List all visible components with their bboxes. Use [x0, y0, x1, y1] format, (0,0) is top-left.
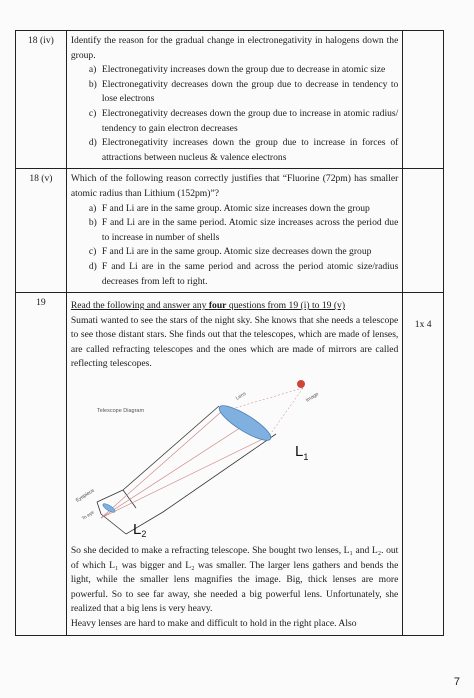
question-number: 18 (v) [16, 169, 67, 293]
case-paragraph-3: Heavy lenses are hard to make and difficult to hold in the right place. Also [70, 618, 357, 630]
case-paragraph-2: So she decided to make a refracting telescope. She bought two lenses, L₁ and L₂. out of which L₁ was bigger and L₂ was smaller. The larger lens gathers and bends the light, while the smaller lens magnifies the image. Big, thick lenses are more powerful. So to see far away, she needed a big powerful lens. Unfortunately, she realized that a big lens is very heavy. [70, 545, 399, 615]
question-row-18-iv [16, 31, 444, 169]
option-d: d) F and Li are in the same period and across the period atomic size/radius decreases from left to right. [88, 260, 399, 287]
eye-label: To eye [80, 509, 95, 521]
option-b: b) F and Li are in the same period. Atomic size increases across the period due to increase in number of shells [88, 217, 399, 243]
marks-value: 1x 4 [414, 319, 432, 331]
question-body [66, 293, 403, 636]
option-c: c) Electronegativity decreases down the group due to increase in atomic radius/ tendency to gain electron decreases [88, 107, 399, 134]
telescope-diagram [71, 378, 393, 538]
eyepiece-label: Eyepiece [74, 487, 96, 504]
case-instruction: Read the following and answer any four questions from 19 (i) to 19 (v) [70, 300, 346, 312]
question-row-19 [16, 293, 444, 636]
option-d: d) Electronegativity increases down the group due to increase in forces of attractions between nucleus & valence electrons [88, 137, 399, 163]
question-row-18-v [16, 169, 444, 293]
option-a: a) Electronegativity increases down the group due to decrease in atomic size [88, 64, 386, 76]
diagram-title: Telescope Diagram [96, 408, 144, 415]
star-icon [297, 380, 305, 388]
case-paragraph-1: Sumati wanted to see the stars of the night sky. She knows that she needs a telescope to see those distant stars. She finds out that the telescopes, which are made of lenses, are called refracting telescopes and the ones which are made of mirrors are called reflecting telescopes. [70, 314, 399, 370]
question-body [66, 169, 403, 293]
image-label: Image [304, 391, 320, 404]
question-stem: Which of the following reason correctly justifies that “Fluorine (72pm) has smaller atomic radius than Lithium (152pm)”? [70, 173, 399, 199]
question-body [66, 31, 403, 169]
l1-label: $L_1$ [294, 443, 309, 463]
marks-cell [403, 31, 444, 169]
question-number: 18 (iv) [16, 31, 67, 169]
lens-label: Lens [234, 390, 248, 402]
page-number: 7 [453, 676, 460, 688]
question-stem: Identify the reason for the gradual change in electronegativity in halogens down the group. [70, 35, 399, 61]
option-b: b) Electronegativity decreases down the group due to decrease in tendency to lose electrons [88, 78, 399, 105]
option-c: c) F and Li are in the same group. Atomic size decreases down the group [88, 246, 372, 258]
lens-icon [215, 400, 274, 445]
marks-cell [403, 169, 444, 293]
l2-label: $L_2$ [132, 521, 147, 539]
eyepiece-lens-icon [102, 502, 117, 514]
telescope-diagram-svg [71, 378, 393, 538]
marks-cell [403, 293, 444, 636]
question-number: 19 [16, 293, 67, 636]
question-table [15, 30, 444, 636]
option-a: a) F and Li are in the same group. Atomic size increases down the group [88, 202, 370, 214]
